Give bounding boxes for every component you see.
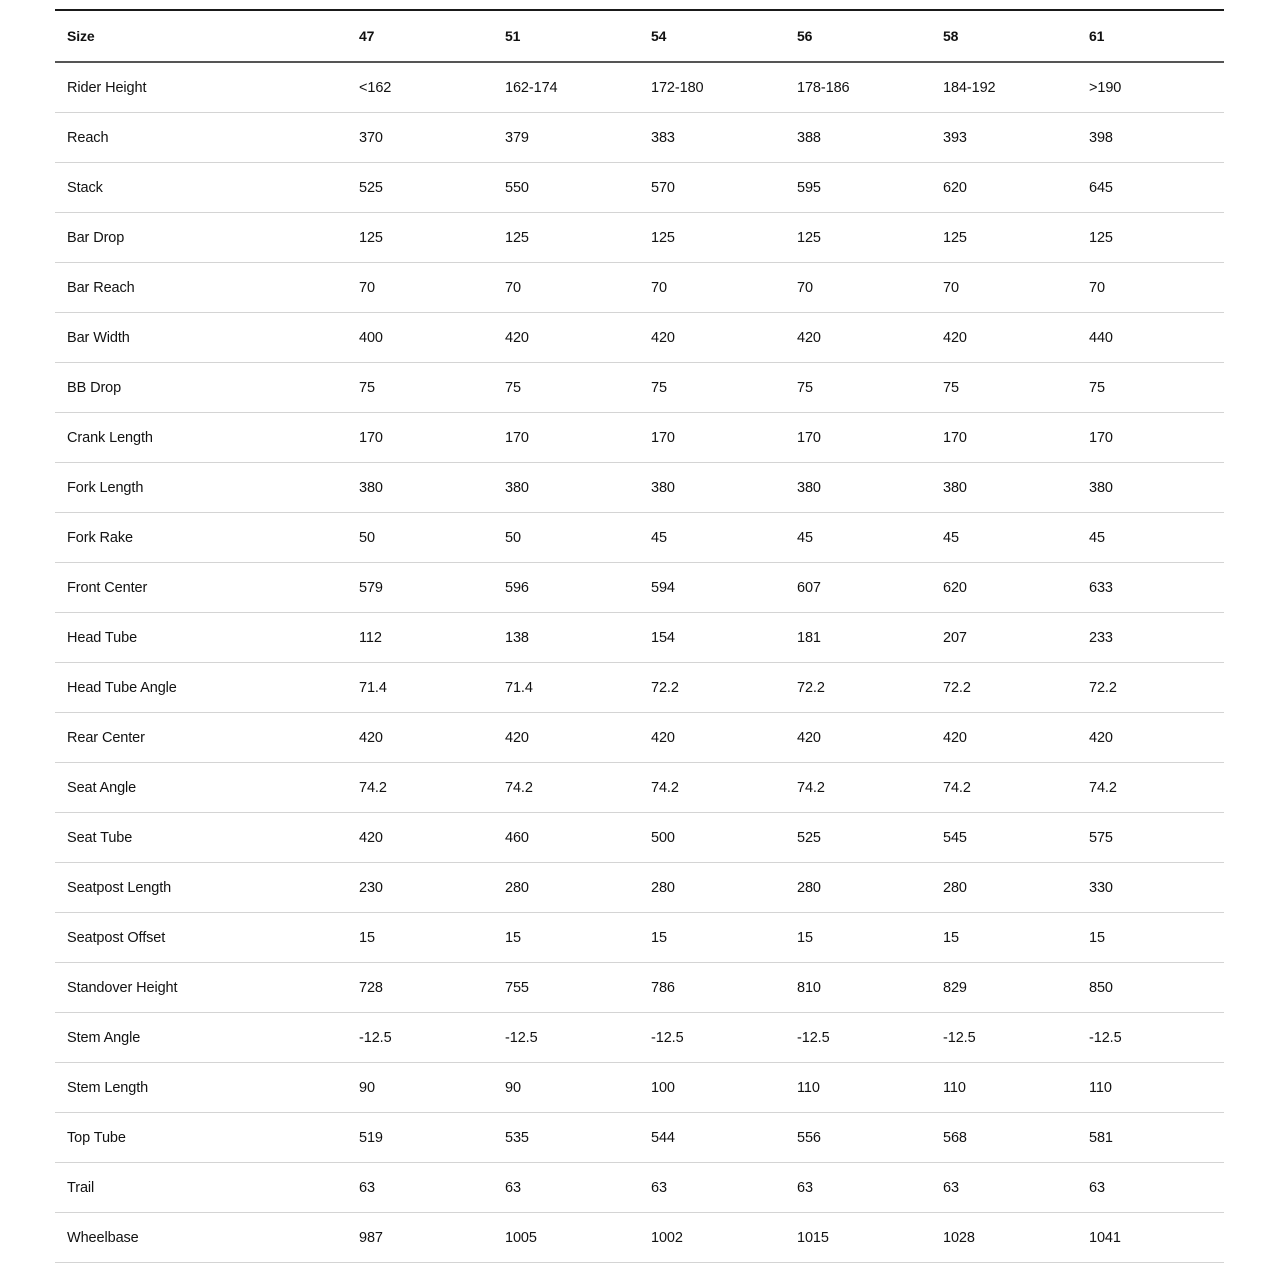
table-cell: 70 — [651, 279, 667, 296]
table-cell: 63 — [943, 1179, 959, 1196]
table-cell: -12.5 — [943, 1029, 976, 1046]
table-cell: 594 — [651, 579, 675, 596]
row-label: Seat Angle — [67, 779, 137, 796]
table-cell: 545 — [943, 829, 967, 846]
table-cell: 74.2 — [505, 779, 533, 796]
table-cell: 15 — [797, 929, 813, 946]
table-cell: 63 — [797, 1179, 813, 1196]
table-cell: -12.5 — [797, 1029, 830, 1046]
table-cell: 110 — [1089, 1079, 1112, 1096]
table-cell: 181 — [797, 629, 821, 646]
table-cell: 1015 — [797, 1229, 829, 1246]
table-cell: -12.5 — [651, 1029, 684, 1046]
table-cell: 786 — [651, 979, 675, 996]
table-row — [55, 163, 1224, 213]
table-row — [55, 1113, 1224, 1163]
table-cell: 170 — [651, 429, 675, 446]
table-row — [55, 213, 1224, 263]
table-row — [55, 713, 1224, 763]
table-cell: 45 — [797, 529, 813, 546]
table-cell: 398 — [1089, 129, 1113, 146]
table-cell: 70 — [505, 279, 521, 296]
table-cell: 72.2 — [651, 679, 679, 696]
table-cell: 15 — [943, 929, 959, 946]
table-row — [55, 113, 1224, 163]
table-cell: 75 — [359, 379, 375, 396]
table-row — [55, 1063, 1224, 1113]
table-cell: 420 — [797, 729, 821, 746]
table-cell: 110 — [797, 1079, 820, 1096]
table-row — [55, 463, 1224, 513]
row-label: Stem Angle — [67, 1029, 141, 1046]
table-cell: 100 — [651, 1079, 675, 1096]
row-label: Seat Tube — [67, 829, 133, 846]
row-label: Rear Center — [67, 729, 145, 746]
table-cell: 74.2 — [797, 779, 825, 796]
table-row — [55, 763, 1224, 813]
table-row — [55, 263, 1224, 313]
table-cell: 556 — [797, 1129, 821, 1146]
table-cell: 170 — [943, 429, 967, 446]
table-cell: 125 — [505, 229, 529, 246]
table-cell: 90 — [359, 1079, 375, 1096]
table-cell: 420 — [505, 329, 529, 346]
table-cell: 15 — [359, 929, 375, 946]
row-label: Crank Length — [67, 429, 153, 446]
table-cell: 1005 — [505, 1229, 537, 1246]
table-cell: 230 — [359, 879, 383, 896]
table-cell: 544 — [651, 1129, 675, 1146]
table-cell: 581 — [1089, 1129, 1113, 1146]
geometry-table — [55, 9, 1224, 1263]
table-cell: 330 — [1089, 879, 1113, 896]
header-cell-51: 51 — [505, 28, 521, 44]
table-cell: 45 — [651, 529, 667, 546]
table-cell: 280 — [505, 879, 529, 896]
table-cell: 125 — [943, 229, 967, 246]
table-cell: 74.2 — [651, 779, 679, 796]
table-row — [55, 563, 1224, 613]
table-cell: 380 — [359, 479, 383, 496]
table-cell: 420 — [943, 329, 967, 346]
table-cell: 420 — [651, 729, 675, 746]
table-cell: 207 — [943, 629, 967, 646]
table-cell: 74.2 — [943, 779, 971, 796]
row-label: Front Center — [67, 579, 148, 596]
table-cell: 110 — [943, 1079, 966, 1096]
table-cell: 596 — [505, 579, 529, 596]
table-cell: 575 — [1089, 829, 1113, 846]
table-cell: 125 — [651, 229, 675, 246]
table-cell: 645 — [1089, 179, 1113, 196]
table-cell: 15 — [505, 929, 521, 946]
table-cell: 125 — [797, 229, 821, 246]
table-cell: 72.2 — [1089, 679, 1117, 696]
table-row — [55, 413, 1224, 463]
row-label: Fork Length — [67, 479, 144, 496]
header-cell-size: Size — [67, 28, 95, 44]
table-cell: 15 — [1089, 929, 1105, 946]
table-cell: 380 — [943, 479, 967, 496]
table-cell: 420 — [505, 729, 529, 746]
table-cell: 850 — [1089, 979, 1113, 996]
table-row — [55, 363, 1224, 413]
table-row — [55, 313, 1224, 363]
row-label: Bar Reach — [67, 279, 135, 296]
table-cell: 125 — [1089, 229, 1113, 246]
table-cell: -12.5 — [1089, 1029, 1122, 1046]
table-cell: 15 — [651, 929, 667, 946]
table-cell: 72.2 — [797, 679, 825, 696]
table-cell: 170 — [1089, 429, 1113, 446]
table-row — [55, 813, 1224, 863]
table-cell: 63 — [359, 1179, 375, 1196]
table-cell: 728 — [359, 979, 383, 996]
table-cell: 74.2 — [1089, 779, 1117, 796]
table-cell: 420 — [1089, 729, 1113, 746]
table-cell: 755 — [505, 979, 529, 996]
table-cell: 620 — [943, 579, 967, 596]
table-cell: 525 — [359, 179, 383, 196]
table-row — [55, 63, 1224, 113]
table-cell: 178-186 — [797, 79, 850, 96]
table-cell: 70 — [797, 279, 813, 296]
table-cell: 1041 — [1089, 1229, 1121, 1246]
row-label: Bar Width — [67, 329, 130, 346]
table-row — [55, 963, 1224, 1013]
table-cell: 70 — [943, 279, 959, 296]
table-cell: >190 — [1089, 79, 1122, 96]
table-cell: -12.5 — [359, 1029, 392, 1046]
table-cell: 620 — [943, 179, 967, 196]
table-cell: 420 — [651, 329, 675, 346]
table-cell: 45 — [943, 529, 959, 546]
table-cell: 70 — [1089, 279, 1105, 296]
table-cell: 460 — [505, 829, 529, 846]
table-row — [55, 613, 1224, 663]
row-label: Top Tube — [67, 1129, 126, 1146]
table-row — [55, 513, 1224, 563]
table-cell: 74.2 — [359, 779, 387, 796]
table-cell: 71.4 — [359, 679, 387, 696]
table-cell: 500 — [651, 829, 675, 846]
table-cell: 380 — [1089, 479, 1113, 496]
table-cell: 125 — [359, 229, 383, 246]
table-cell: 154 — [651, 629, 675, 646]
table-row — [55, 1213, 1224, 1263]
table-cell: 280 — [651, 879, 675, 896]
table-cell: 75 — [505, 379, 521, 396]
table-cell: 420 — [359, 729, 383, 746]
table-cell: 280 — [797, 879, 821, 896]
row-label: Standover Height — [67, 979, 178, 996]
table-cell: 829 — [943, 979, 967, 996]
table-row — [55, 663, 1224, 713]
table-cell: 400 — [359, 329, 383, 346]
row-label: Seatpost Length — [67, 879, 172, 896]
table-row — [55, 1163, 1224, 1213]
row-label: Head Tube Angle — [67, 679, 177, 696]
table-cell: 519 — [359, 1129, 383, 1146]
table-cell: 420 — [359, 829, 383, 846]
table-cell: 550 — [505, 179, 529, 196]
table-cell: 233 — [1089, 629, 1113, 646]
row-label: Trail — [67, 1179, 95, 1196]
table-cell: 420 — [797, 329, 821, 346]
row-label: Wheelbase — [67, 1229, 139, 1246]
table-cell: 525 — [797, 829, 821, 846]
table-cell: 63 — [651, 1179, 667, 1196]
table-cell: 1002 — [651, 1229, 683, 1246]
table-cell: 184-192 — [943, 79, 996, 96]
table-body — [55, 63, 1224, 1263]
table-header-row — [55, 11, 1224, 63]
table-cell: 50 — [359, 529, 375, 546]
table-cell: 379 — [505, 129, 529, 146]
table-cell: 579 — [359, 579, 383, 596]
table-cell: 63 — [505, 1179, 521, 1196]
table-cell: 380 — [505, 479, 529, 496]
table-cell: 170 — [797, 429, 821, 446]
row-label: Stem Length — [67, 1079, 149, 1096]
header-cell-54: 54 — [651, 28, 667, 44]
table-cell: 75 — [797, 379, 813, 396]
row-label: Rider Height — [67, 79, 147, 96]
header-cell-56: 56 — [797, 28, 813, 44]
table-cell: 595 — [797, 179, 821, 196]
table-cell: 280 — [943, 879, 967, 896]
table-cell: 383 — [651, 129, 675, 146]
table-cell: 370 — [359, 129, 383, 146]
table-cell: 440 — [1089, 329, 1113, 346]
table-cell: 63 — [1089, 1179, 1105, 1196]
table-cell: 70 — [359, 279, 375, 296]
table-cell: 170 — [505, 429, 529, 446]
table-cell: 112 — [359, 629, 382, 646]
table-cell: 810 — [797, 979, 821, 996]
row-label: Head Tube — [67, 629, 138, 646]
table-cell: 380 — [797, 479, 821, 496]
table-cell: -12.5 — [505, 1029, 538, 1046]
table-cell: 633 — [1089, 579, 1113, 596]
table-cell: 75 — [943, 379, 959, 396]
table-cell: 75 — [1089, 379, 1105, 396]
table-row — [55, 913, 1224, 963]
table-cell: 535 — [505, 1129, 529, 1146]
header-cell-47: 47 — [359, 28, 375, 44]
header-cell-58: 58 — [943, 28, 959, 44]
table-cell: 987 — [359, 1229, 383, 1246]
row-label: Seatpost Offset — [67, 929, 166, 946]
header-cell-61: 61 — [1089, 28, 1105, 44]
table-row — [55, 863, 1224, 913]
table-cell: 420 — [943, 729, 967, 746]
table-cell: 388 — [797, 129, 821, 146]
table-row — [55, 1013, 1224, 1063]
table-cell: 170 — [359, 429, 383, 446]
table-cell: 50 — [505, 529, 521, 546]
table-cell: 568 — [943, 1129, 967, 1146]
table-cell: 172-180 — [651, 79, 704, 96]
table-cell: 90 — [505, 1079, 521, 1096]
table-cell: 570 — [651, 179, 675, 196]
row-label: BB Drop — [67, 379, 122, 396]
table-cell: 138 — [505, 629, 529, 646]
table-cell: 72.2 — [943, 679, 971, 696]
row-label: Reach — [67, 129, 109, 146]
table-cell: 1028 — [943, 1229, 975, 1246]
table-cell: 45 — [1089, 529, 1105, 546]
table-cell: 393 — [943, 129, 967, 146]
table-cell: <162 — [359, 79, 392, 96]
table-cell: 75 — [651, 379, 667, 396]
row-label: Fork Rake — [67, 529, 133, 546]
row-label: Bar Drop — [67, 229, 125, 246]
row-label: Stack — [67, 179, 103, 196]
table-cell: 607 — [797, 579, 821, 596]
table-cell: 380 — [651, 479, 675, 496]
table-cell: 71.4 — [505, 679, 533, 696]
table-cell: 162-174 — [505, 79, 558, 96]
